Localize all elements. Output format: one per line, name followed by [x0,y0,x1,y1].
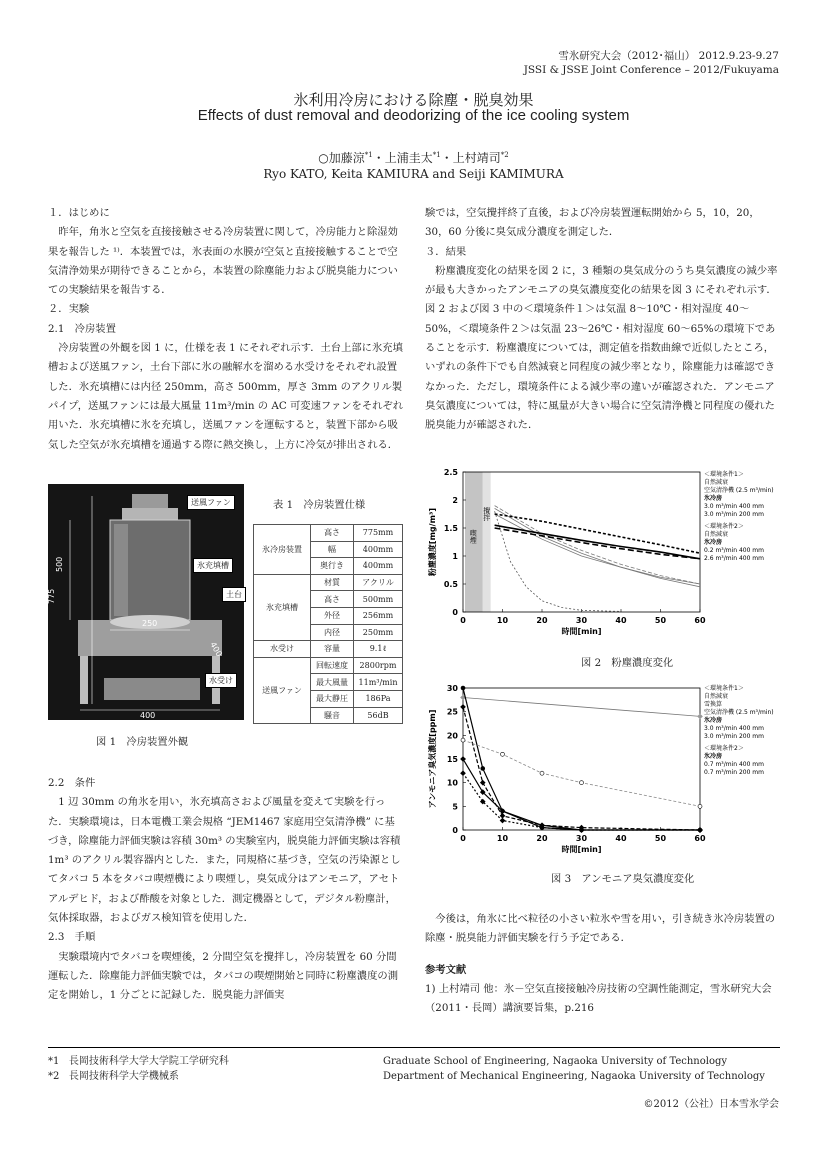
x-tick-label: 40 [615,616,627,625]
spec-group-name: 氷冷房装置 [254,525,311,575]
spec-group-name: 氷充填槽 [254,574,311,640]
section-1-paragraph: 昨年，角氷と空気を直接接触させる冷房装置に関して，冷房能力と除湿効果を報告した ¹⁾．本装置では，氷表面の水膜が空気と直接接触することで空気清浄効果が期待できることから，本装置の除塵能力および脱臭能力についての実験結果を報告する． [48,226,398,297]
legend-entry: 空気清浄機 (2.5 m³/min) [704,487,774,494]
y-tick-label: 15 [446,755,458,764]
title-english: Effects of dust removal and deodorizing of the ice cooling system [197,107,630,124]
copyright: ©2012（公社）日本雪氷学会 [643,1099,779,1110]
x-tick-label: 60 [694,616,706,625]
spec-table [253,524,403,724]
y-tick-label: 30 [446,684,458,693]
x-tick-label: 50 [654,834,667,843]
y-tick-label: 5 [452,802,458,812]
right-column-top [425,204,781,436]
y-axis-label: 粉塵濃度[mg/m³] [428,507,437,577]
legend-entry: 自然減衰 [704,479,729,486]
data-point [460,756,466,762]
series-line [463,707,700,830]
x-tick-label: 40 [615,834,627,843]
section-2-1-paragraph: 冷房装置の外観を図 1 に，仕様を表 1 にそれぞれ示す．土台上部に氷充填槽および送風ファン，土台下部に氷の融解水を溜める水受けをそれぞれ設置した．氷充填槽には内径 250mm，高さ 500mm，厚さ 3mm のアクリル製パイプ，送風ファンには最大風量 11m³/min の AC 可変速ファンをそれぞれ用いた．氷充填槽に氷を充填し，送風ファンを運転すると，装置下部から吸気した空気が氷充填槽を通過する際に熱交換し，上方に冷気が排出される． [48,342,404,451]
legend-entry: 雪換算 [704,701,723,708]
conference-line-1: 雪氷研究大会（2012･福山） 2012.9.23-9.27 [558,50,779,62]
spec-value: 500mm [354,591,403,608]
figure-1-caption: 図 1 冷房装置外観 [96,736,189,748]
figure-3-chart [425,680,781,866]
series-line [495,525,700,559]
x-axis-label: 時間[min] [561,627,602,636]
section-3-heading: ３．結果 [425,245,467,258]
data-point [460,770,466,776]
callout-ice-tank: 氷充填槽 [193,558,233,573]
legend-ice-label: 氷冷房 [704,753,723,760]
series-line [463,697,700,716]
legend-ice-label: 氷冷房 [704,539,723,546]
section-2-heading: ２．実験 [48,303,90,316]
data-point [540,771,544,775]
series-line [495,508,700,586]
dim-400-depth: 400 [208,640,224,659]
author-3: ・上村靖司 [440,151,501,165]
dim-775: 775 [47,588,56,604]
legend-group-1-title: ＜環境条件1＞ [704,685,744,692]
footnote-2-jp [48,1069,179,1084]
spec-value: 11m³/min [354,674,403,691]
footnote-1-jp [48,1054,229,1069]
right-column-bottom [425,910,781,1018]
references-heading-text: 参考文献 [425,963,467,976]
spec-row [254,641,403,658]
section-2-3-paragraph: 実験環境内でタバコを喫煙後，2 分間空気を攪拌し，冷房装置を 60 分間運転した．除塵能力評価実験では，タバコの喫煙開始と同時に粉塵濃度の測定を開始し，1 分ごとに記録した．脱臭能力評価実 [48,950,398,1002]
x-tick-label: 30 [575,616,588,625]
section-2-1-heading: 2.1 冷房装置 [48,322,116,335]
data-point [580,781,584,785]
y-tick-label: 2 [452,496,458,505]
legend-entry: 3.0 m³/min 400 mm [704,725,764,732]
spec-value: 400mm [354,541,403,558]
footnote-1-mark: *1 [48,1056,60,1067]
y-tick-label: 0.5 [443,580,458,589]
data-point [697,827,703,833]
spec-item: 回転速度 [311,657,354,674]
spec-item: 外径 [311,607,354,624]
data-point [461,738,465,742]
footnote-1-en: Graduate School of Engineering, Nagaoka University of Technology [383,1056,728,1067]
spec-value: 9.1ℓ [354,641,403,658]
data-point [461,686,465,690]
y-tick-label: 0 [452,826,458,835]
legend-ice-label: 氷冷房 [704,495,723,502]
section-2-2-paragraph: 1 辺 30mm の角氷を用い，氷充填高さおよび風量を変えて実験を行った．実験環境は，日本電機工業会規格 “JEM1467 家庭用空気清浄機” に基づき，除塵能力評価実験は容積 30m³ の実験室内，脱臭能力評価実験は容積 1m³ のアクリル製容器内とした．また，同規格に基づき，空気の汚染源としてタバコ 5 本をタバコ喫煙機により喫煙し，臭気成分はアンモニア，アセトアルデヒド，および酢酸を対象とした．測定機器として，デジタル粉塵計，気体採取器，およびガス検知管を使用した． [48,796,401,925]
spec-value: 775mm [354,525,403,542]
stirring-band [483,472,491,612]
spec-group-name: 送風ファン [254,657,311,723]
legend-entry: 自然減衰 [704,531,729,538]
legend-entry: 空気清浄機 (2.5 m³/min) [704,709,774,716]
data-point [697,714,703,720]
footnote-1-jp-text: 長岡技術科学大学大学院工学研究科 [68,1056,229,1067]
legend-entry: 2.6 m³/min 400 mm [704,555,764,562]
y-tick-label: 10 [446,778,458,788]
title-japanese: 氷利用冷房における除塵・脱臭効果 [293,91,534,109]
left-column-bottom [48,774,404,1006]
spec-value: 56dB [354,707,403,724]
series-line [495,514,700,584]
figure-3-caption: 図 3 アンモニア臭気濃度変化 [551,873,695,885]
data-point [460,704,466,710]
data-point [500,818,506,824]
author-2: ・上浦圭太 [372,151,433,165]
legend-group-2-title: ＜環境条件2＞ [704,523,744,530]
spec-value: 256mm [354,607,403,624]
data-point [481,766,485,770]
figure-1-photo [48,484,244,720]
band-label-stirring: 攪拌 [482,507,491,521]
spec-item: 内径 [311,624,354,641]
x-tick-label: 50 [654,616,667,625]
series-line [463,759,700,830]
legend-entry: 0.2 m³/min 400 mm [704,547,764,554]
footer-rule [48,1047,780,1048]
legend-entry: 3.0 m³/min 200 mm [704,733,764,740]
y-tick-label: 25 [446,707,458,717]
x-tick-label: 20 [536,834,548,843]
dim-500: 500 [55,556,64,572]
x-tick-label: 30 [575,834,588,843]
plot-frame [463,472,700,612]
spec-item: 最大風量 [311,674,354,691]
x-tick-label: 10 [496,834,509,843]
spec-item: 材質 [311,574,354,591]
spec-item: 最大静圧 [311,690,354,707]
x-tick-label: 10 [496,616,509,625]
author-1-mark: *1 [364,151,373,159]
figure-2-caption: 図 2 粉塵濃度変化 [581,657,674,669]
legend-entry: 0.7 m³/min 200 mm [704,769,764,776]
author-1: ○加藤涼 [318,151,365,165]
y-tick-label: 2.5 [443,468,458,477]
authors-japanese [0,149,827,166]
y-axis-label: アンモニア臭気濃度[ppm] [428,709,437,809]
y-tick-label: 0 [452,608,458,617]
data-point [501,752,505,756]
left-column-top [48,204,404,455]
series-line [463,740,700,806]
section-2-2-heading: 2.2 条件 [48,777,96,789]
spec-value: 250mm [354,624,403,641]
callout-fan: 送風ファン [187,495,235,510]
section-2-3-continuation: 験では，空気攪拌終了直後，および冷房装置運転開始から 5，10，20，30，60 分後に臭気成分濃度を測定した． [425,207,760,239]
legend-entry: 3.0 m³/min 400 mm [704,503,764,510]
spec-item: 高さ [311,525,354,542]
callout-water-receiver: 水受け [205,673,237,688]
table-1-caption: 表 1 冷房装置仕様 [273,499,366,511]
legend-group-1-title: ＜環境条件1＞ [704,471,744,478]
authors-english: Ryo KATO, Keita KAMIURA and Seiji KAMIMURA [263,167,564,181]
spec-row [254,574,403,591]
dim-250: 250 [142,619,158,628]
conference-line-2: JSSI & JSSE Joint Conference – 2012/Fukuyama [523,64,779,76]
legend-entry: 3.0 m³/min 200 mm [704,511,764,518]
spec-value: 400mm [354,558,403,575]
legend-ice-label: 氷冷房 [704,717,723,724]
callout-base: 土台 [222,587,246,602]
section-4-paragraph: 今後は，角氷に比べ粒径の小さい粒氷や雪を用い，引き続き氷冷房装置の除塵・脱臭能力評価実験を行う予定である． [425,913,776,945]
spec-row [254,525,403,542]
data-point [698,804,702,808]
section-3-paragraph: 粉塵濃度変化の結果を図 2 に，3 種類の臭気成分のうち臭気濃度の減少率が最も大きかったアンモニアの臭気濃度変化の結果を図 3 にそれぞれ示す．図 2 および図 3 中の＜環境条件１＞は気温 8～10℃・相対湿度 40～50%，＜環境条件２＞は気温 23～26℃・相対湿度 60～65%の環境下であることを示す．粉塵濃度については，測定値を指数曲線で近似したところ，いずれの条件下でも自然減衰と同程度の減少率となり，除塵能力は確認できなかった．ただし，環境条件による減少率の違いが確認された．アンモニア臭気濃度については，特に風量が大きい場合に空気清浄機と同程度の優れた脱臭能力が確認された． [425,264,778,432]
spec-item: 幅 [311,541,354,558]
x-axis-label: 時間[min] [561,845,602,854]
spec-item: 容量 [311,641,354,658]
spec-value: 2800rpm [354,657,403,674]
legend-entry: 自然減衰 [704,693,729,700]
y-tick-label: 1 [452,552,458,561]
y-tick-label: 20 [446,731,458,741]
spec-item: 高さ [311,591,354,608]
x-tick-label: 20 [536,616,548,625]
spec-value: 186Pa [354,690,403,707]
dim-400-width: 400 [140,711,156,720]
figure-2-chart [425,462,781,652]
section-2-3-heading: 2.3 手順 [48,931,96,944]
spec-item: 騒音 [311,707,354,724]
x-tick-label: 0 [460,834,466,843]
y-tick-label: 1.5 [443,524,458,533]
data-point [480,780,486,786]
series-line [495,511,621,611]
reference-1: 1) 上村靖司 他：氷－空気直接接触冷房技術の空調性能測定，雪氷研究大会（2011・長岡）講演要旨集，p.216 [425,982,772,1015]
footnote-2-mark: *2 [48,1071,60,1082]
legend-entry: 0.7 m³/min 400 mm [704,761,764,768]
footnote-2-jp-text: 長岡技術科学大学機械系 [68,1071,179,1082]
references-heading [425,961,781,980]
band-label-smoking: 喫煙 [469,529,478,544]
legend-group-2-title: ＜環境条件2＞ [704,745,744,752]
spec-row [254,657,403,674]
x-tick-label: 0 [460,616,466,625]
x-tick-label: 60 [694,834,706,843]
spec-item: 奥行き [311,558,354,575]
footnote-2-en: Department of Mechanical Engineering, Nagaoka University of Technology [383,1071,765,1082]
spec-value: アクリル [354,574,403,591]
author-3-mark: *2 [500,151,509,159]
section-1-heading: １．はじめに [48,207,110,219]
spec-group-name: 水受け [254,641,311,658]
author-2-mark: *1 [432,151,441,159]
